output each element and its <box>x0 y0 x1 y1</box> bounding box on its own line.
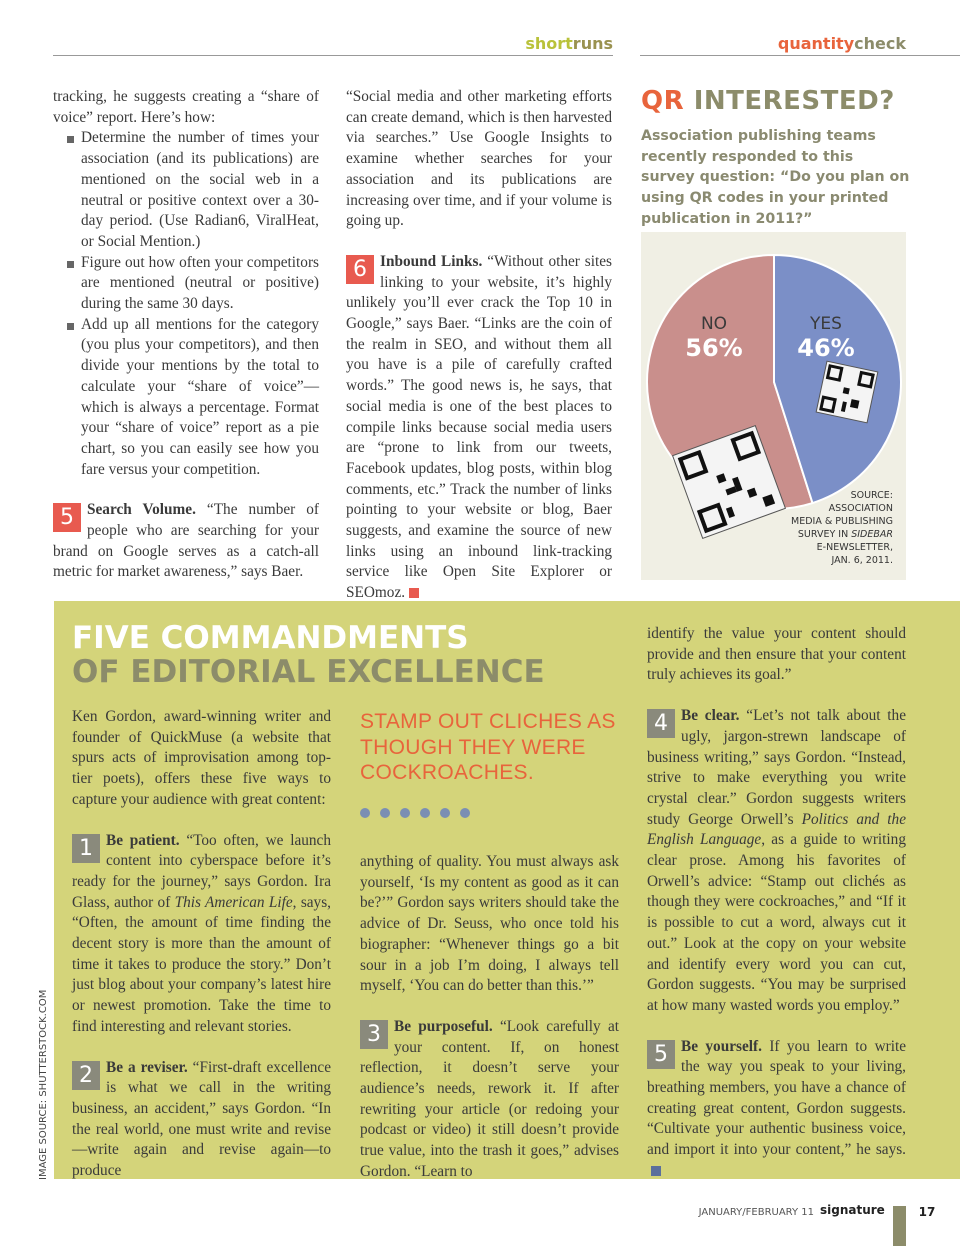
page-number: 17 <box>918 1205 936 1219</box>
commandments-panel <box>54 601 960 1179</box>
qr-cube-small-icon <box>816 361 878 423</box>
continued-text: anything of quality. You must always ask yourself, ‘Is my content as good as it can be?’” Gordon says writers should take the advice of Dr. Seuss, who once told his biographer: “Whenever things go a bit sour in a job I’m doing, I always tell myself, ‘You can do better than this.’” <box>360 853 619 995</box>
commandments-column-2 <box>360 852 619 1183</box>
image-credit: IMAGE SOURCE: SHUTTERSTOCK.COM <box>38 989 49 1180</box>
commandments-intro: Ken Gordon, award-winning writer and founder of QuickMuse (a website that spurs acts of improvisation among top-tier poets), offers these five ways to capture your audience with great content: <box>72 708 331 808</box>
dot-icon <box>400 808 410 818</box>
dot-icon <box>360 808 370 818</box>
pie-chart-panel <box>641 232 906 580</box>
commandment-2: 2 Be a reviser. “First-draft excellence is what we call in the writing business, an accident,” says Gordon. “In the real world, one must write and revise—write again and revise again—to produce <box>72 1058 331 1180</box>
category-label: NO <box>700 314 728 334</box>
commandment-number-badge: 1 <box>72 834 100 863</box>
column-2-intro: “Social media and other marketing efforts can create demand, which is then harvested via searches.” Use Google Insights to examine whether searches for your association and its publications are increasing over time, and if your volume is going up. <box>346 88 612 230</box>
column-1-intro: tracking, he suggests creating a “share of voice” report. Here’s how: <box>53 88 319 126</box>
tip-6-inbound-links: 6 Inbound Links. “Without other sites linking to your website, it’s highly unlikely you’ll ever crack the Top 10 in Google,” says Baer. “Links are the coin of the realm in SEO, and without them all you have is a pile of carefully crafted words.” The good news is, he says, that social media is one of the best places to compile links because social media users are “prone to link from our tweets, Facebook updates, blog posts, within blog comments, etc.” Track the number of links pointing to your website or blog, Baer suggests, and examine the source of new links using an inbound link-tracking service like Open Site Explorer or SEOmoz. <box>346 252 612 602</box>
tip-heading: Inbound Links. <box>380 252 483 270</box>
list-item: Add up all mentions for the category (you plus your competitors), and then divide your mentions by the total to calculate your “share of voice”— which is always a percentage. Format your “share of voice” report as a pie chart, so you can easily see how you fare versus your competition. <box>53 315 319 481</box>
tip-number-badge: 5 <box>53 503 81 532</box>
commandment-heading: Be purposeful. <box>394 1017 493 1035</box>
sidebar-title: QR INTERESTED? <box>641 86 895 116</box>
bullet-square-icon <box>67 136 74 143</box>
sidebar-description: Association publishing teams recently responded to this survey question: “Do you plan on using QR codes in your printed publication in 2011?” <box>641 128 910 227</box>
footer-accent-bar <box>893 1206 906 1246</box>
dot-icon <box>460 808 470 818</box>
end-mark-icon <box>651 1166 661 1176</box>
tip-heading: Search Volume. <box>87 501 196 519</box>
end-mark-icon <box>409 588 419 598</box>
pie-label-yes <box>791 314 861 362</box>
article-column-1 <box>53 87 319 583</box>
commandment-number-badge: 2 <box>72 1061 100 1090</box>
pie-label-no <box>679 314 749 362</box>
commandments-title: FIVE COMMANDMENTS OF EDITORIAL EXCELLENCE <box>72 620 545 690</box>
tip-5-search-volume: 5 Search Volume. “The number of people who are searching for your brand on Google serves as a catch-all metric for market awareness,” says Baer. <box>53 501 319 581</box>
dot-icon <box>420 808 430 818</box>
bullet-square-icon <box>67 261 74 268</box>
commandment-5: 5 Be yourself. If you learn to write the way you speak to your living, breathing members, you have a chance of creating great content, Gordon suggests. “Cultivate your authentic business voice, and import it into your content,” he says. <box>647 1037 906 1182</box>
header-rule-right <box>640 55 960 56</box>
dot-icon <box>440 808 450 818</box>
bullet-square-icon <box>67 323 74 330</box>
commandment-heading: Be patient. <box>106 831 180 849</box>
header-rule-left <box>53 55 613 56</box>
section-label-quantitycheck: quantitycheck <box>777 34 906 53</box>
list-item: Determine the number of times your association (and its publications) are mentioned on the social web in a neutral or positive context over a 30-day period. (Use Radian6, ViralHeat, or Social Mention.) <box>53 128 319 252</box>
commandment-heading: Be a reviser. <box>106 1058 188 1076</box>
commandment-number-badge: 3 <box>360 1020 388 1049</box>
commandment-number-badge: 4 <box>647 709 675 738</box>
section-label-shortruns: shortruns <box>525 34 613 53</box>
commandment-4: 4 Be clear. “Let’s not talk about the ugly, jargon-strewn landscape of business writing,” says Gordon. “Instead, strive to make everything you write crystal clear.” Gordon suggests writers study George Orwell’s Politics and the English Language, as a guide to writing clear prose. Among his favorites of Orwell’s advice: “Stamp out clichés as though they were cockroaches,” and “If it is possible to cut a word, always cut it out.” Look at the copy on your website and identify every word you can cut, Gordon suggests. “You may be surprised at how many wasted words you employ.” <box>647 707 906 1014</box>
chart-source: SOURCE: ASSOCIATION MEDIA & PUBLISHING SURVEY IN SIDEBAR E-NEWSLETTER, JAN. 6, 2011. <box>791 490 893 566</box>
article-column-2 <box>346 87 612 604</box>
commandments-column-3 <box>647 624 906 1182</box>
commandments-column-1 <box>72 707 331 1182</box>
list-item: Figure out how often your competitors are mentioned (neutral or positive) during the same 30 days. <box>53 253 319 315</box>
commandment-3: 3 Be purposeful. “Look carefully at your content. If, on honest reflection, it doesn’t serve your audience’s needs, rework it. If after rewriting your article (or redoing your podcast or video) it still doesn’t provide true value, into the trash it goes,” advises Gordon. “Learn to <box>360 1017 619 1180</box>
tip-number-badge: 6 <box>346 255 374 284</box>
value-label: 56% <box>685 334 743 362</box>
continued-text: identify the value your content should provide and then ensure that your content truly achieves its goal.” <box>647 625 906 684</box>
commandment-heading: Be yourself. <box>681 1037 762 1055</box>
commandment-heading: Be clear. <box>681 707 740 725</box>
commandment-number-badge: 5 <box>647 1040 675 1069</box>
pull-quote: STAMP OUT CLICHES AS THOUGH THEY WERE COCKROACHES. <box>360 710 616 784</box>
commandment-1: 1 Be patient. “Too often, we launch content into cyberspace before it’s ready for the journey,” says Gordon. Ira Glass, author of This American Life, says, “Often, the amount of time finding the decent story is more than the amount of time it takes to produce the story.” Don’t just blog about your company’s latest hire or newest promotion. Take the time to find interesting and relevant stories. <box>72 831 331 1035</box>
dot-icon <box>380 808 390 818</box>
footer-magazine-name: signature <box>820 1203 885 1217</box>
footer-issue: JANUARY/FEBRUARY 11 <box>698 1207 814 1218</box>
value-label: 46% <box>797 334 855 362</box>
category-label: YES <box>810 314 842 334</box>
